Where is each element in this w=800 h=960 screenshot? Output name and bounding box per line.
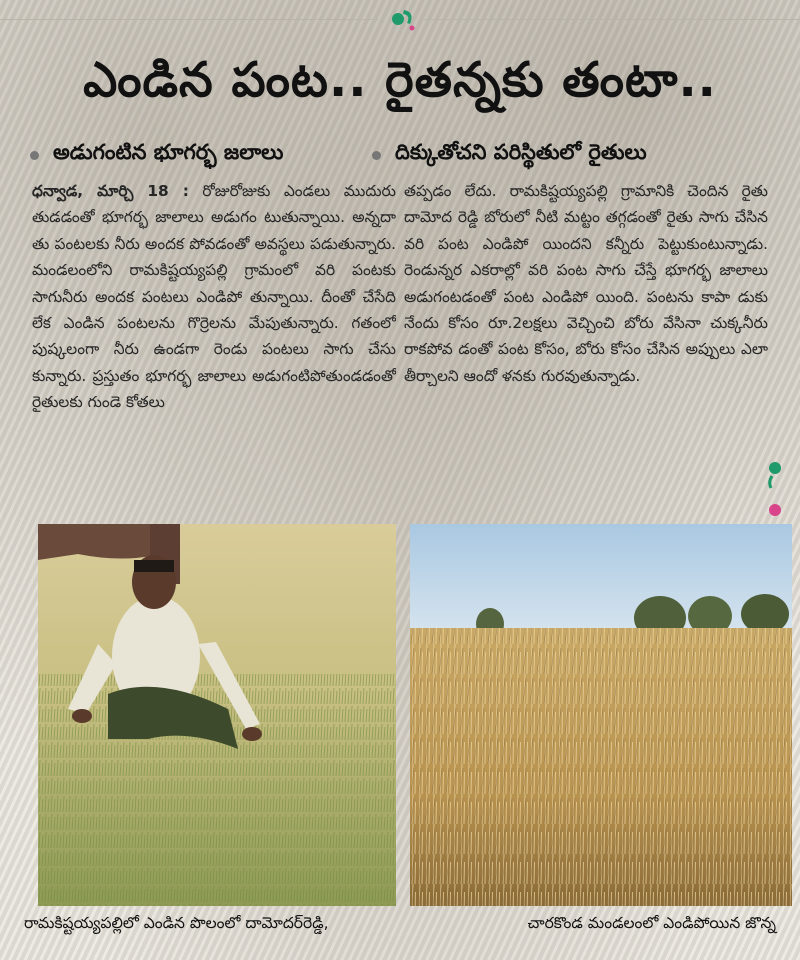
photo-farmer-in-dry-field	[38, 524, 396, 906]
bullet-icon	[372, 151, 381, 160]
caption-right: చారకొండ మండలంలో ఎండిపోయిన జొన్న	[527, 914, 776, 932]
top-rule-right	[424, 19, 800, 20]
side-quote-icon	[764, 458, 786, 522]
subhead-left-text: అడుగంటిన భూగర్భ జలాలు	[53, 140, 284, 164]
dateline: ధన్వాడ, మార్చి 18 :	[32, 182, 189, 200]
body-left-text: రోజురోజుకు ఎండలు ముదురు తుడడంతో భూగర్భ జాలాలు అడుగం టుతున్నాయి. అన్నదా తు పంటలకు నీరు అందక పోవడంతో అవస్థలు పడుతున్నారు. మండలంలోని రామకిష్టయ్యపల్లి గ్రామంలో వరి పంటకు సాగునీరు అందక పంటలు ఎండిపో తున్నాయి. దీంతో చేసేది లేక ఎండిన పంటలను గొర్రెలను మేపుతున్నారు. గతంలో పుష్కలంగా నీరు ఉండగా రెండు పంటలు సాగు చేసు కున్నారు. ప్రస్తుతం భూగర్భ జాలాలు అడుగంటిపోతుండడంతో రైతులకు గుండె కోతలు	[32, 182, 396, 412]
headline: ఎండిన పంట.. రైతన్నకు తంటా..	[83, 52, 717, 108]
caption-left: రామకిష్టయ్యపల్లిలో ఎండిన పొలంలో దామోదర్‌రెడ్డి,	[24, 914, 329, 932]
bullet-icon	[30, 151, 39, 160]
photo-caption	[24, 914, 776, 936]
photo-dried-jowar-field	[410, 524, 792, 906]
subhead-right-text: దిక్కుతోచని పరిస్థితులో రైతులు	[395, 140, 647, 164]
subhead-right	[372, 140, 647, 170]
body-column-right: తప్పడం లేదు. రామకిష్టయ్యపల్లి గ్రామానికి చెందిన రైతు దామోద రెడ్డి బోరులో నీటి మట్టం తగ్గడంతో రైతు సాగు చేసిన వరి పంట ఎండిపో యిందని కన్నీరు పెట్టుకుంటున్నాడు. రెండున్నర ఎకరాల్లో వరి పంట సాగు చేస్తే భూగర్భ జాలాలు అడుగంటడంతో పంట ఎండిపో యింది. పంటను కాపా డుకు నేందు కోసం రూ.2లక్షలు వెచ్చించి బోరు వేసినా చుక్కనీరు రాకపోవ డంతో పంట కోసం, బోరు కోసం చేసిన అప్పులు ఎలా తీర్చాలని ఆందో ళనకు గురవుతున్నాడు.	[404, 182, 768, 385]
subhead-left	[30, 140, 283, 170]
body-column-left	[32, 178, 396, 518]
quote-logo-icon	[388, 6, 418, 32]
top-rule-left	[0, 19, 378, 20]
